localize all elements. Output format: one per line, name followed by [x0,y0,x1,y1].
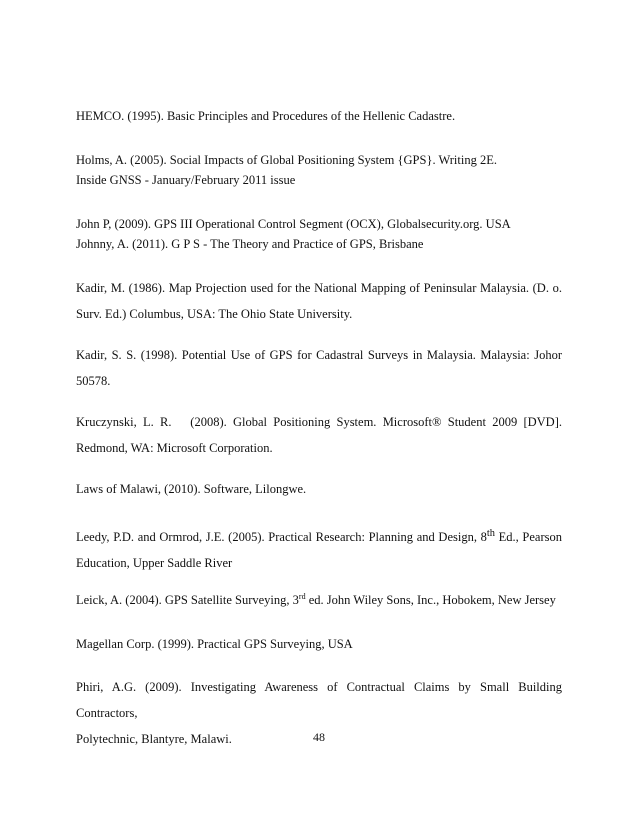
reference-entry [76,342,562,394]
reference-line: 50578. [76,374,111,388]
reference-entry [76,631,562,657]
reference-line: Inside GNSS - January/February 2011 issue [76,173,296,187]
page-number: 48 [313,730,325,744]
reference-line: Johnny, A. (2011). G P S - The Theory and Practice of GPS, Brisbane [76,237,424,251]
reference-entry [76,409,562,461]
reference-line: HEMCO. (1995). Basic Principles and Procedures of the Hellenic Cadastre. [76,109,456,123]
reference-entry [76,275,562,327]
reference-entry [76,521,562,576]
reference-line: Kruczynski, L. R. (2008). Global Positioning System. Microsoft® Student 2009 [DVD]. [76,415,562,429]
reference-entry [76,587,562,613]
reference-entry [76,211,562,257]
reference-line: Surv. Ed.) Columbus, USA: The Ohio State University. [76,307,353,321]
reference-line: Holms, A. (2005). Social Impacts of Global Positioning System {GPS}. Writing 2E. [76,153,497,167]
reference-line: Leick, A. (2004). GPS Satellite Surveying, 3rd ed. John Wiley Sons, Inc., Hobokem, New Jersey [76,591,556,607]
reference-line: Kadir, M. (1986). Map Projection used for the National Mapping of Peninsular Malaysia. (D. o. [76,281,562,295]
reference-line: Phiri, A.G. (2009). Investigating Awareness of Contractual Claims by Small Building Contractors, [76,680,562,720]
reference-line: Polytechnic, Blantyre, Malawi. [76,732,232,746]
reference-line: Leedy, P.D. and Ormrod, J.E. (2005). Practical Research: Planning and Design, 8th Ed., Pearson [76,528,562,545]
reference-line: Redmond, WA: Microsoft Corporation. [76,441,273,455]
reference-line: Magellan Corp. (1999). Practical GPS Surveying, USA [76,637,353,651]
reference-line: Laws of Malawi, (2010). Software, Lilongwe. [76,482,307,496]
reference-line: Education, Upper Saddle River [76,556,233,571]
reference-line: John P, (2009). GPS III Operational Control Segment (OCX), Globalsecurity.org. USA [76,217,511,231]
reference-entry [76,103,562,129]
reference-line: Kadir, S. S. (1998). Potential Use of GPS for Cadastral Surveys in Malaysia. Malaysia: Johor [76,348,562,362]
reference-entry [76,147,562,193]
reference-entry [76,476,562,502]
